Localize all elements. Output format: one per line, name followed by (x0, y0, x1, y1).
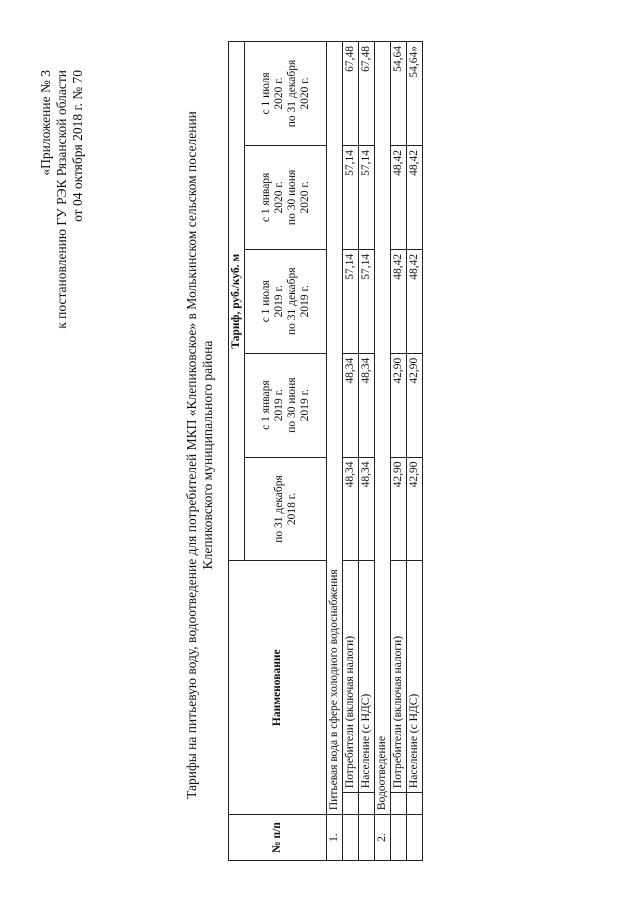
table-row (359, 42, 375, 861)
period-header: с 1 июля 2019 г. по 31 декабря 2019 г. (245, 249, 327, 353)
tariff-table (228, 41, 423, 861)
appendix-date: от 04 октября 2018 г. № 70 (70, 70, 85, 222)
column-header-name: Наименование (229, 561, 327, 815)
tariff-value: 48,42 (407, 145, 423, 249)
section-name: Водоотведение (375, 42, 391, 815)
section-row-sewerage (375, 42, 391, 861)
tariff-value: 57,14 (359, 249, 375, 353)
tariff-value: 67,48 (343, 42, 359, 146)
tariff-value: 42,90 (391, 457, 407, 561)
tariff-value: 57,14 (343, 145, 359, 249)
tariff-value: 48,34 (343, 353, 359, 457)
tariff-value: 42,90 (407, 353, 423, 457)
tariff-value: 57,14 (359, 145, 375, 249)
tariff-value: 42,90 (391, 353, 407, 457)
header-row-1 (229, 42, 245, 861)
appendix-resolution: к постановлению ГУ РЭК Рязанской области (54, 70, 69, 329)
tariff-value: 48,34 (359, 457, 375, 561)
appendix-number: «Приложение № 3 (38, 70, 53, 176)
table-row (407, 42, 423, 861)
period-header: с 1 июля 2020 г. по 31 декабря 2020 г. (245, 42, 327, 146)
appendix-reference (38, 70, 86, 490)
period-header: с 1 января 2020 г. по 30 июня 2020 г. (245, 145, 327, 249)
title-line-1: Тарифы на питьевую воду, водоотведение для потребителей МКП «Клепиковское» в Молькинском сельском поселении (184, 111, 199, 799)
table-row (391, 42, 407, 861)
tariff-value: 54,64» (407, 42, 423, 146)
tariff-value: 54,64 (391, 42, 407, 146)
section-number: 1. (327, 815, 343, 861)
tariff-value: 42,90 (407, 457, 423, 561)
tariff-value: 48,34 (359, 353, 375, 457)
column-header-number: № п/п (229, 815, 327, 861)
period-header: по 31 декабря 2018 г. (245, 457, 327, 561)
tariff-value: 67,48 (359, 42, 375, 146)
row-name: Потребители (включая налоги) (343, 561, 359, 793)
document-title (184, 25, 216, 885)
row-name: Население (с НДС) (359, 561, 375, 793)
column-header-tariff: Тариф, руб./куб. м (229, 42, 245, 561)
tariff-value: 48,42 (407, 249, 423, 353)
title-line-2: Клепиковского муниципального района (200, 340, 215, 570)
row-name: Население (с НДС) (407, 561, 423, 793)
period-header: с 1 января 2019 г. по 30 июня 2019 г. (245, 353, 327, 457)
table-row (343, 42, 359, 861)
section-row-water (327, 42, 343, 861)
tariff-value: 48,34 (343, 457, 359, 561)
tariff-value: 57,14 (343, 249, 359, 353)
section-name: Питьевая вода в сфере холодного водоснабжения (327, 42, 343, 815)
section-number: 2. (375, 815, 391, 861)
tariff-value: 48,42 (391, 145, 407, 249)
tariff-value: 48,42 (391, 249, 407, 353)
row-name: Потребители (включая налоги) (391, 561, 407, 793)
